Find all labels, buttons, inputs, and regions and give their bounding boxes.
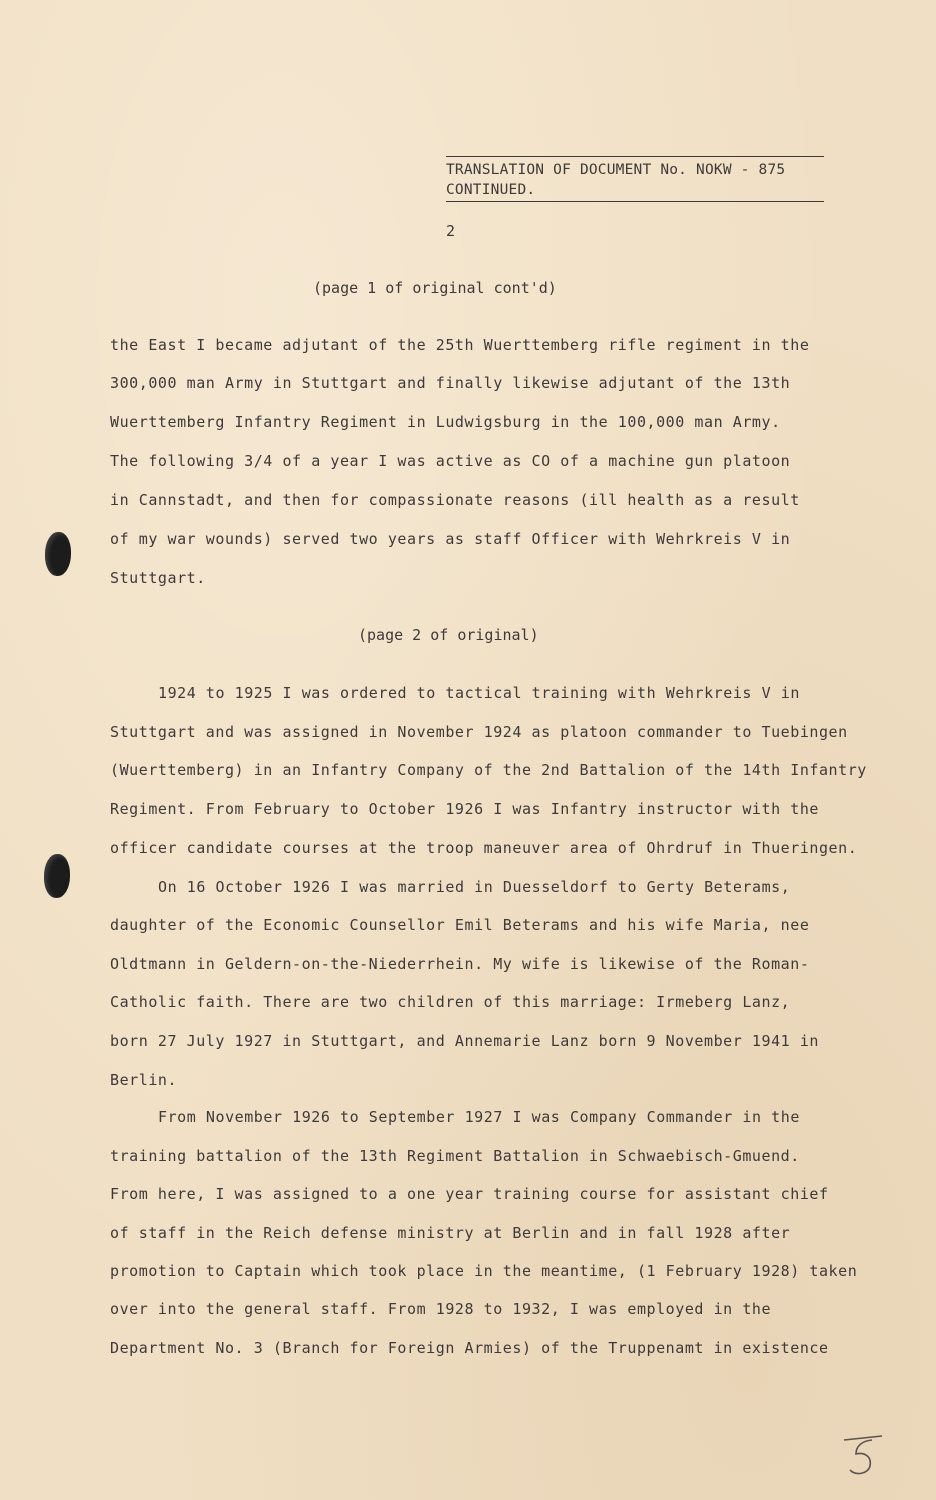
header-top-rule: [446, 156, 824, 157]
text-line: Wuerttemberg Infantry Regiment in Ludwigsburg in the 100,000 man Army.: [110, 413, 781, 431]
text-line: training battalion of the 13th Regiment Battalion in Schwaebisch-Gmuend.: [110, 1147, 800, 1165]
punch-hole-top: [45, 532, 71, 576]
text-line: Stuttgart and was assigned in November 1924 as platoon commander to Tuebingen: [110, 723, 848, 741]
text-line: (Wuerttemberg) in an Infantry Company of the 2nd Battalion of the 14th Infantry: [110, 761, 867, 779]
text-line: Stuttgart.: [110, 569, 206, 587]
text-line: in Cannstadt, and then for compassionate reasons (ill health as a result: [110, 491, 800, 509]
text-line: 1924 to 1925 I was ordered to tactical training with Wehrkreis V in: [158, 684, 800, 702]
section-heading: (page 1 of original cont'd): [313, 279, 557, 297]
text-line: Catholic faith. There are two children of this marriage: Irmeberg Lanz,: [110, 993, 791, 1011]
text-line: over into the general staff. From 1928 to 1932, I was employed in the: [110, 1300, 772, 1318]
text-line: born 27 July 1927 in Stuttgart, and Annemarie Lanz born 9 November 1941 in: [110, 1032, 819, 1050]
text-line: daughter of the Economic Counsellor Emil Beterams and his wife Maria, nee: [110, 916, 810, 934]
punch-hole-bottom: [44, 854, 70, 898]
header-bottom-rule: [446, 201, 824, 202]
text-line: Department No. 3 (Branch for Foreign Armies) of the Truppenamt in existence: [110, 1339, 829, 1357]
text-line: From November 1926 to September 1927 I was Company Commander in the: [158, 1108, 800, 1126]
page-number: 2: [446, 222, 456, 240]
text-line: Regiment. From February to October 1926 I was Infantry instructor with the: [110, 800, 819, 818]
handwritten-page-mark: [842, 1432, 886, 1480]
text-line: From here, I was assigned to a one year training course for assistant chief: [110, 1185, 829, 1203]
header-continued: CONTINUED.: [446, 182, 536, 198]
text-line: The following 3/4 of a year I was active as CO of a machine gun platoon: [110, 452, 791, 470]
text-line: On 16 October 1926 I was married in Duesseldorf to Gerty Beterams,: [158, 878, 791, 896]
document-header: [446, 156, 824, 202]
text-line: of staff in the Reich defense ministry at Berlin and in fall 1928 after: [110, 1224, 791, 1242]
text-line: Berlin.: [110, 1071, 178, 1089]
section-heading: (page 2 of original): [358, 626, 539, 644]
text-line: of my war wounds) served two years as staff Officer with Wehrkreis V in: [110, 530, 791, 548]
text-line: the East I became adjutant of the 25th Wuerttemberg rifle regiment in the: [110, 336, 810, 354]
text-line: Oldtmann in Geldern-on-the-Niederrhein. My wife is likewise of the Roman-: [110, 955, 810, 973]
text-line: officer candidate courses at the troop maneuver area of Ohrdruf in Thueringen.: [110, 839, 858, 857]
text-line: 300,000 man Army in Stuttgart and finally likewise adjutant of the 13th: [110, 374, 791, 392]
header-title: TRANSLATION OF DOCUMENT No. NOKW - 875: [446, 162, 786, 178]
text-line: promotion to Captain which took place in the meantime, (1 February 1928) taken: [110, 1262, 858, 1280]
